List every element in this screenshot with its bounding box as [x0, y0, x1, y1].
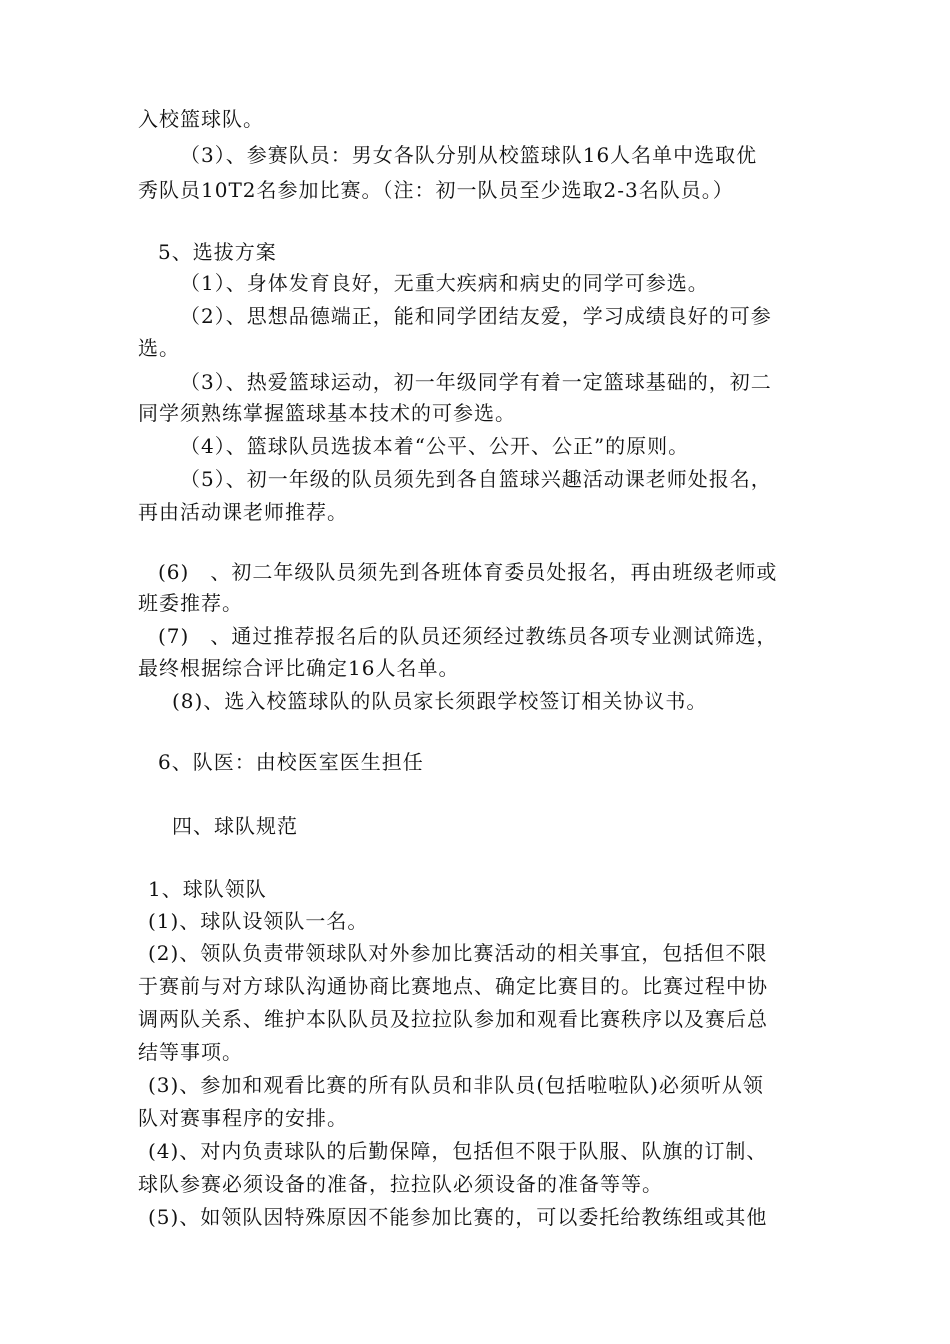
- section-heading: 1、球队领队: [148, 877, 267, 901]
- text-line: (4)、对内负责球队的后勤保障，包括但不限于队服、队旗的订制、: [148, 1139, 768, 1163]
- text-line: (5)、如领队因特殊原因不能参加比赛的，可以委托给教练组或其他: [148, 1205, 768, 1229]
- text-line: （1）、身体发育良好，无重大疾病和病史的同学可参选。: [180, 271, 709, 295]
- text-line: (1)、球队设领队一名。: [148, 909, 369, 933]
- text-line: (6) 、初二年级队员须先到各班体育委员处报名，再由班级老师或: [158, 560, 778, 584]
- text-line: 队对赛事程序的安排。: [138, 1106, 348, 1130]
- text-line: (3)、参加和观看比赛的所有队员和非队员(包括啦啦队)必须听从领: [148, 1073, 764, 1097]
- text-line: 球队参赛必须设备的准备，拉拉队必须设备的准备等等。: [138, 1172, 663, 1196]
- text-line: (7) 、通过推荐报名后的队员还须经过教练员各项专业测试筛选，: [158, 624, 778, 648]
- text-line: (8)、选入校篮球队的队员家长须跟学校签订相关协议书。: [172, 689, 708, 713]
- section-heading: 6、队医：由校医室医生担任: [158, 750, 424, 774]
- text-line: 于赛前与对方球队沟通协商比赛地点、确定比赛目的。比赛过程中协: [138, 974, 768, 998]
- text-line: （4）、篮球队员选拔本着“公平、公开、公正”的原则。: [180, 434, 690, 458]
- text-line: 最终根据综合评比确定16人名单。: [138, 656, 460, 680]
- text-line: 结等事项。: [138, 1040, 243, 1064]
- text-line: （3）、热爱篮球运动，初一年级同学有着一定篮球基础的，初二: [180, 370, 772, 394]
- text-line: （5）、初一年级的队员须先到各自篮球兴趣活动课老师处报名，: [180, 467, 772, 491]
- text-line: 选。: [138, 336, 180, 360]
- text-line: 同学须熟练掌握篮球基本技术的可参选。: [138, 401, 516, 425]
- text-line: 秀队员10T2名参加比赛。（注：初一队员至少选取2-3名队员。）: [138, 178, 734, 202]
- text-line: 再由活动课老师推荐。: [138, 500, 348, 524]
- text-line: (2)、领队负责带领球队对外参加比赛活动的相关事宜，包括但不限: [148, 941, 768, 965]
- text-line: 调两队关系、维护本队队员及拉拉队参加和观看比赛秩序以及赛后总: [138, 1007, 768, 1031]
- text-line: 入校篮球队。: [138, 107, 264, 131]
- chapter-heading: 四、球队规范: [172, 814, 298, 838]
- text-line: （3）、参赛队员：男女各队分别从校篮球队16人名单中选取优: [180, 143, 758, 167]
- text-line: 班委推荐。: [138, 591, 243, 615]
- section-heading: 5、选拔方案: [158, 240, 277, 264]
- text-line: （2）、思想品德端正，能和同学团结友爱，学习成绩良好的可参: [180, 304, 772, 328]
